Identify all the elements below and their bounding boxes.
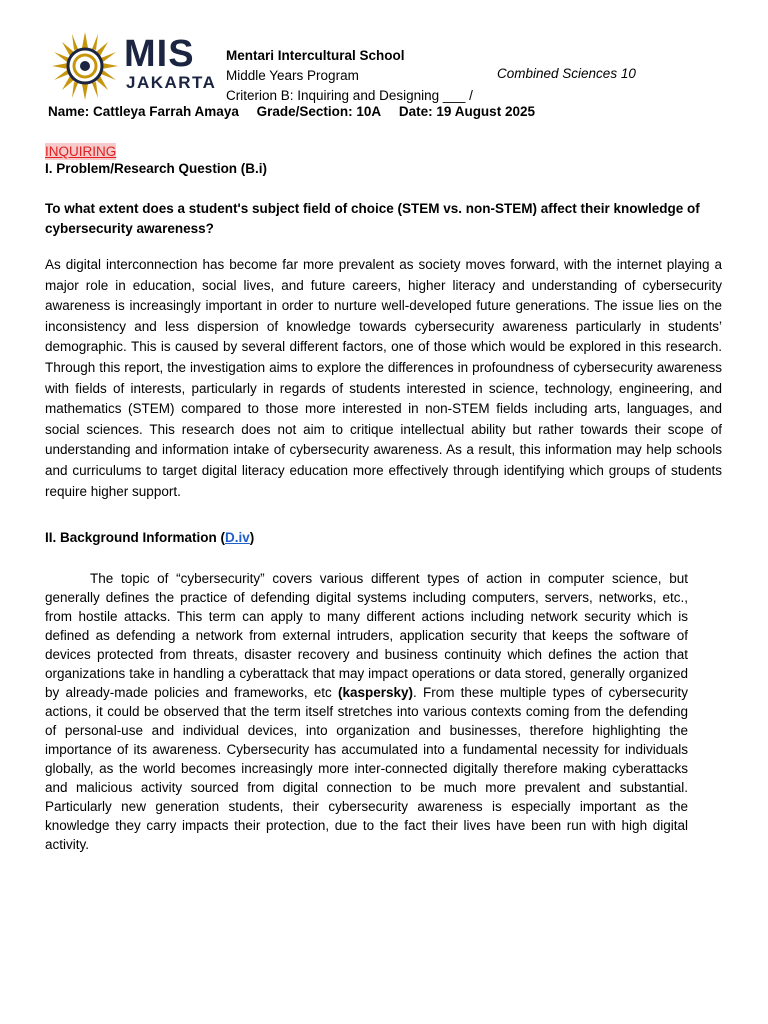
sun-emblem-icon: [50, 30, 120, 102]
student-grade: Grade/Section: 10A: [256, 104, 382, 119]
background-heading-suffix: ): [249, 530, 255, 545]
problem-paragraph: As digital interconnection has become far more prevalent as society moves forward, with the internet playing a major role in education, social lives, and future careers, higher literacy and understanding of cybersecurity awareness is increasingly important in order to nurture well-developed future generations. The issue lies on the inconsistency and less dispersion of knowledge towards cybersecurity awareness particularly in students’ demographic. This is caused by several different factors, one of those which would be explored in this research. Through this report, the investigation aims to explore the differences in profoundness of cybersecurity awareness with fields of interests, particularly in regards of students interested in science, technology, engineering, and mathematics (STEM) compared to those more interested in non-STEM fields including arts, languages, and social sciences. This research does not aim to critique intellectual ability but rather towards their scope of understanding and information intake of cybersecurity awareness. As a result, this information may help schools and curriculums to target digital literacy education more effectively through identifying which groups of students require higher support.: [45, 257, 722, 499]
research-question: To what extent does a student's subject field of choice (STEM vs. non-STEM) affect their knowledge of cybersecurity awareness?: [45, 201, 700, 236]
logo-jakarta-text: JAKARTA: [126, 73, 217, 92]
criterion-line: Criterion B: Inquiring and Designing ___ /: [226, 88, 473, 103]
student-name: Name: Cattleya Farrah Amaya: [48, 104, 239, 119]
section-tag-inquiring: INQUIRING: [45, 144, 117, 159]
background-heading-prefix: II. Background Information (: [45, 530, 226, 545]
criterion-link[interactable]: D.iv: [225, 530, 250, 545]
school-name: Mentari Intercultural School: [226, 48, 405, 63]
logo-mis-text: MIS: [124, 33, 195, 75]
student-info: [48, 104, 549, 119]
subject-name: Combined Sciences 10: [497, 66, 636, 81]
program-name: Middle Years Program: [226, 68, 359, 83]
problem-heading: I. Problem/Research Question (B.i): [45, 161, 268, 176]
background-paragraph: [45, 569, 688, 854]
school-logo: [50, 30, 217, 102]
citation-kaspersky: (kaspersky): [337, 685, 414, 700]
background-text-part2: . From these multiple types of cybersecurity actions, it could be observed that the term itself stretches into various contexts coming from the defending of personal-use and individual devices, into organization and businesses, therefore highlighting the importance of its awareness. Cybersecurity has accumulated into a fundamental necessity for individuals globally, as the world becomes increasingly more inter-connected digitally therefore making cyberattacks and malicious activity sourced from digital connection to be much more prevalent and substantial. Particularly new generation students, their cybersecurity awareness is especially important as the knowledge they carry impacts their protection, due to the fact their lives have been run with high digital activity.: [45, 685, 688, 852]
background-text-part1: The topic of “cybersecurity” covers various different types of action in computer science, but generally defines the practice of defending digital systems including computers, servers, networks, etc., from hostile attacks. This term can apply to many different actions including network security which is defined as defending a network from external intruders, application security that keeps the software of devices protected from threats, disaster recovery and business continuity which defines the action that organizations take in handling a cyberattack that may impact operations or data stored, generally organized by already-made policies and frameworks, etc: [45, 571, 688, 700]
background-heading: [45, 530, 254, 545]
student-date: Date: 19 August 2025: [398, 104, 535, 119]
